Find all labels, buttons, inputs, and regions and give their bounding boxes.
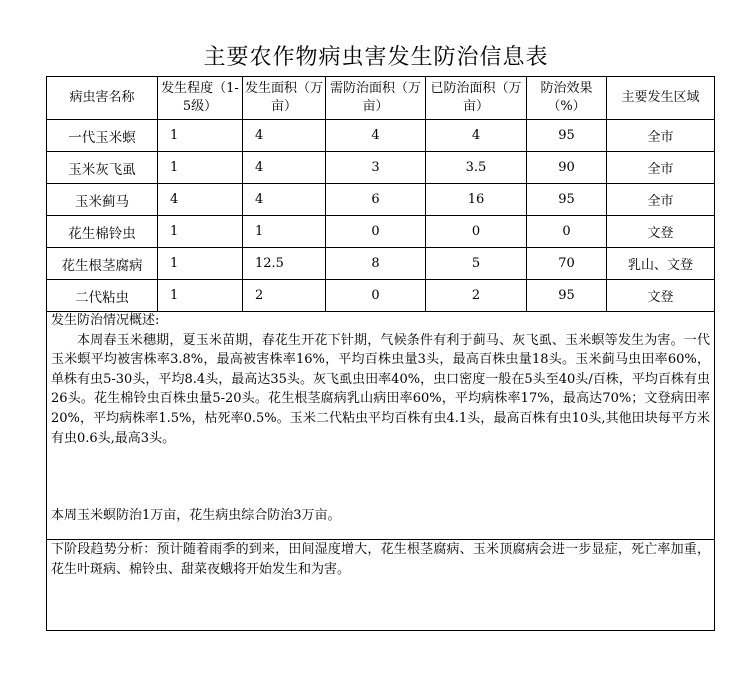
header-cell: 发生面积（万亩）	[243, 77, 326, 120]
cell-done: 4	[426, 120, 527, 152]
cell-need: 0	[326, 280, 426, 312]
table-row	[47, 280, 715, 312]
header-cell: 防治效果（%）	[527, 77, 607, 120]
table-row	[47, 152, 715, 184]
cell-name: 一代玉米螟	[47, 120, 158, 152]
cell-need: 0	[326, 216, 426, 248]
cell-region: 文登	[607, 216, 715, 248]
cell-level: 1	[158, 120, 243, 152]
summary-footer: 本周玉米螟防治1万亩，花生病虫综合防治3万亩。	[51, 508, 341, 524]
cell-need: 8	[326, 248, 426, 280]
cell-area: 4	[243, 152, 326, 184]
cell-effect: 90	[527, 152, 607, 184]
header-cell: 需防治面积（万亩）	[326, 77, 426, 120]
pest-table	[46, 76, 715, 312]
header-cell: 已防治面积（万亩）	[426, 77, 527, 120]
cell-region: 全市	[607, 120, 715, 152]
cell-level: 4	[158, 184, 243, 216]
cell-name: 玉米蓟马	[47, 184, 158, 216]
cell-region: 全市	[607, 152, 715, 184]
cell-area: 4	[243, 120, 326, 152]
header-cell: 病虫害名称	[47, 77, 158, 120]
cell-area: 2	[243, 280, 326, 312]
summary-heading: 发生防治情况概述:	[51, 313, 160, 328]
cell-area: 1	[243, 216, 326, 248]
cell-done: 16	[426, 184, 527, 216]
cell-region: 全市	[607, 184, 715, 216]
cell-effect: 95	[527, 184, 607, 216]
summary-section	[46, 311, 715, 540]
cell-effect: 70	[527, 248, 607, 280]
forecast-text: 下阶段趋势分析：预计随着雨季的到来，田间湿度增大，花生根茎腐病、玉米顶腐病会进一步显症，死亡率加重，花生叶斑病、棉铃虫、甜菜夜蛾将开始发生和为害。	[51, 542, 710, 577]
cell-name: 玉米灰飞虱	[47, 152, 158, 184]
cell-need: 3	[326, 152, 426, 184]
cell-name: 二代粘虫	[47, 280, 158, 312]
table-row	[47, 120, 715, 152]
forecast-section	[46, 540, 715, 631]
cell-name: 花生棉铃虫	[47, 216, 158, 248]
summary-body: 本周春玉米穗期，夏玉米苗期，春花生开花下针期，气候条件有利于蓟马、灰飞虱、玉米螟等发生为害。一代玉米螟平均被害株率3.8%，最高被害株率16%，平均百株虫量3头，最高百株虫量18头。玉米蓟马虫田率60%，单株有虫5-30头，平均8.4头，最高达35头。灰飞虱虫田率40%，虫口密度一般在5头至40头/百株，平均百株有虫26头。花生棉铃虫百株虫量5-20头。花生根茎腐病乳山病田率60%，平均病株率17%，最高达70%；文登病田率20%，平均病株率1.5%，枯死率0.5%。玉米二代粘虫平均百株有虫4.1头，最高百株有虫10头,其他田块每平方米有虫0.6头,最高3头。	[51, 332, 710, 446]
cell-need: 4	[326, 120, 426, 152]
header-cell: 发生程度（1-5级）	[158, 77, 243, 120]
cell-level: 1	[158, 280, 243, 312]
cell-effect: 0	[527, 216, 607, 248]
cell-area: 4	[243, 184, 326, 216]
table-row	[47, 216, 715, 248]
cell-region: 文登	[607, 280, 715, 312]
table-header-row	[47, 77, 715, 120]
cell-effect: 95	[527, 280, 607, 312]
cell-done: 5	[426, 248, 527, 280]
cell-done: 3.5	[426, 152, 527, 184]
cell-need: 6	[326, 184, 426, 216]
cell-name: 花生根茎腐病	[47, 248, 158, 280]
cell-effect: 95	[527, 120, 607, 152]
page-title: 主要农作物病虫害发生防治信息表	[203, 45, 549, 70]
cell-level: 1	[158, 152, 243, 184]
cell-done: 2	[426, 280, 527, 312]
table-row	[47, 184, 715, 216]
table-row	[47, 248, 715, 280]
cell-done: 0	[426, 216, 527, 248]
cell-level: 1	[158, 216, 243, 248]
cell-level: 1	[158, 248, 243, 280]
header-cell: 主要发生区域	[607, 77, 715, 120]
cell-area: 12.5	[243, 248, 326, 280]
cell-region: 乳山、文登	[607, 248, 715, 280]
